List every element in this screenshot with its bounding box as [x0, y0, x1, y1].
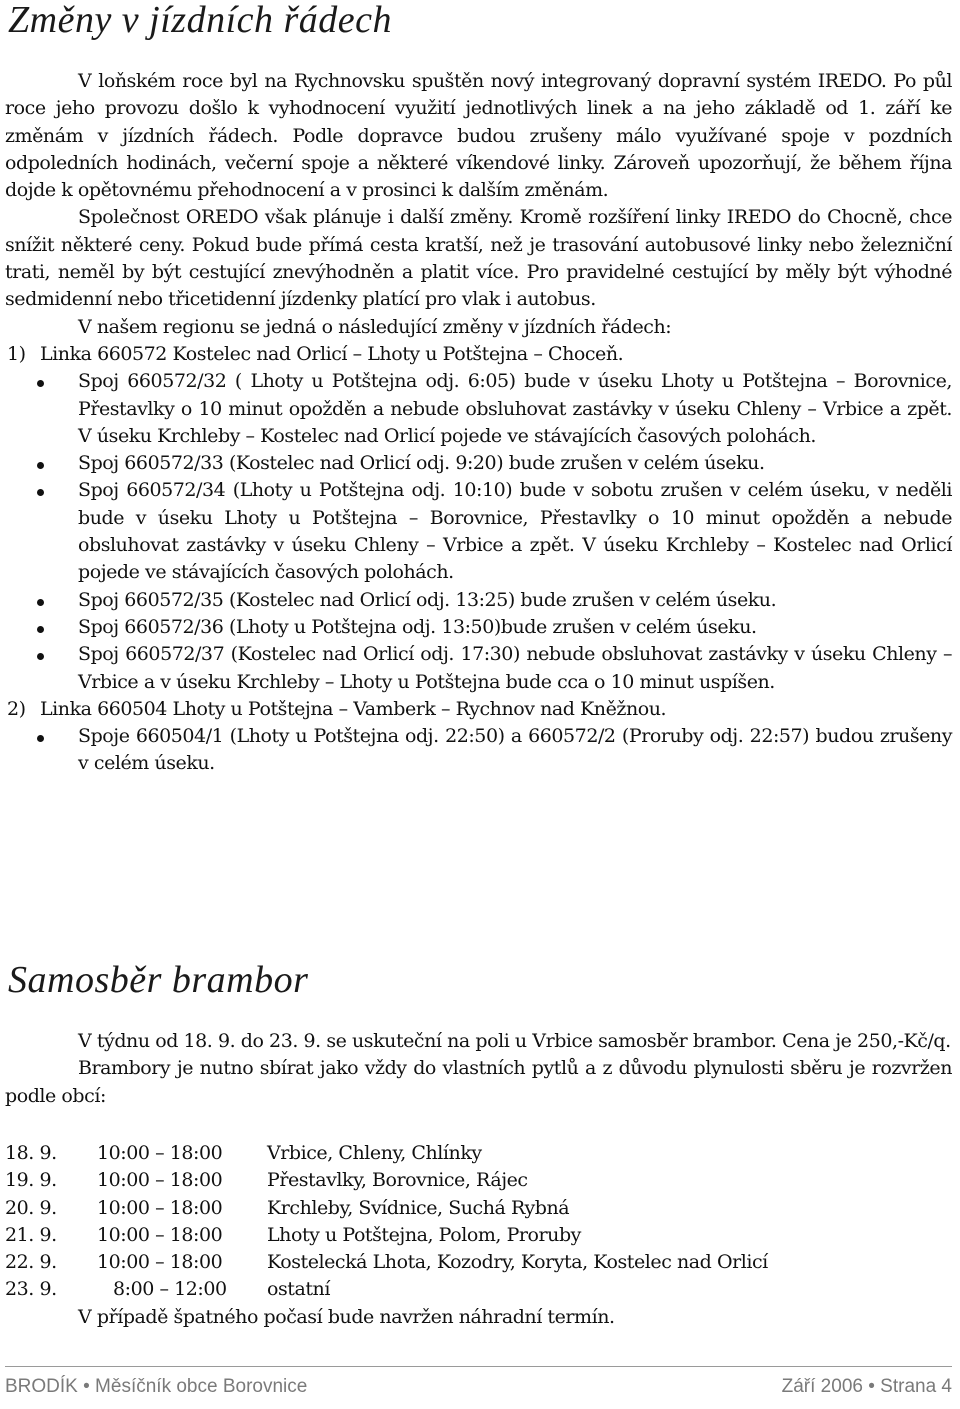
list-item: [5, 641, 952, 696]
bullet-icon: [37, 462, 44, 469]
bullet-icon: [37, 380, 44, 387]
route-title: Linka 660504 Lhoty u Potštejna – Vamberk – Rychnov nad Kněžnou.: [40, 697, 667, 720]
schedule-time: 8:00 – 12:00: [113, 1278, 227, 1301]
article-paragraph: V loňském roce byl na Rychnovsku spuštěn nový integrovaný dopravní systém IREDO. Po půl roce jeho provozu došlo k vyhodnocení využití jednotlivých linek a na jeho základě od 1. září ke změnám v jízdních řádech. Podle dopravce budou zrušeny málo využívané spoje v pozdních odpoledních hodinách, večerní spoje a některé víkendové linky. Zároveň upozorňují, že během října dojde k opětovnému přehodnocení a v prosinci k dalším změnám.: [5, 70, 952, 202]
footer-divider: [5, 1366, 952, 1367]
route-title: Linka 660572 Kostelec nad Orlicí – Lhoty u Potštejna – Choceň.: [40, 342, 624, 365]
bullet-icon: [37, 626, 44, 633]
route-number: 2): [7, 697, 26, 720]
schedule-date: 20. 9.: [5, 1196, 57, 1219]
schedule-time: 10:00 – 18:00: [97, 1223, 223, 1246]
footer-page-info: Září 2006 • Strana 4: [781, 1376, 952, 1397]
schedule-row: [5, 1222, 945, 1249]
schedule-row: [5, 1195, 945, 1222]
bullet-icon: [37, 489, 44, 496]
footer-publication: BRODÍK • Měsíčník obce Borovnice: [5, 1376, 308, 1397]
schedule-date: 23. 9.: [5, 1278, 57, 1301]
harvest-schedule: [5, 1140, 945, 1331]
article-paragraph: V případě špatného počasí bude navržen náhradní termín.: [78, 1305, 615, 1328]
list-item-text: Spoj 660572/33 (Kostelec nad Orlicí odj. 9:20) bude zrušen v celém úseku.: [78, 452, 765, 475]
schedule-row: [5, 1167, 945, 1194]
bullet-icon: [37, 735, 44, 742]
list-item: [5, 723, 952, 778]
list-item-text: Spoj 660572/32 ( Lhoty u Potštejna odj. 6:05) bude v úseku Lhoty u Potštejna – Borovnice, Přestavlky o 10 minut opožděn a nebude obsluhovat zastávky v úseku Chleny – Vrbice a zpět. V úseku Krchleby – Kostelec nad Orlicí pojede ve stávajících časových polohách.: [78, 370, 952, 447]
potato-article: [5, 1028, 952, 1110]
schedule-date: 21. 9.: [5, 1223, 57, 1246]
timetable-article: [5, 68, 952, 778]
bullet-icon: [37, 653, 44, 660]
list-item-text: Spoje 660504/1 (Lhoty u Potštejna odj. 22:50) a 660572/2 (Proruby odj. 22:57) budou zrušeny v celém úseku.: [78, 725, 952, 775]
section-title-timetable: Změny v jízdních řádech: [8, 0, 393, 41]
schedule-date: 22. 9.: [5, 1251, 57, 1274]
route-number: 1): [7, 342, 26, 365]
schedule-date: 18. 9.: [5, 1142, 57, 1164]
schedule-place: Lhoty u Potštejna, Polom, Proruby: [267, 1223, 581, 1246]
route-heading-1: [5, 341, 952, 368]
section-title-potatoes: Samosběr brambor: [8, 959, 309, 1001]
list-item-text: Spoj 660572/35 (Kostelec nad Orlicí odj. 13:25) bude zrušen v celém úseku.: [78, 588, 777, 611]
schedule-row: [5, 1140, 945, 1167]
list-item: [5, 587, 952, 614]
schedule-time: 10:00 – 18:00: [97, 1142, 223, 1164]
list-item: [5, 614, 952, 641]
schedule-place: Krchleby, Svídnice, Suchá Rybná: [267, 1196, 570, 1219]
schedule-row: [5, 1276, 945, 1303]
list-item-text: Spoj 660572/37 (Kostelec nad Orlicí odj. 17:30) nebude obsluhovat zastávky v úseku Chleny – Vrbice a v úseku Krchleby – Lhoty u Potštejna bude cca o 10 minut uspíšen.: [78, 643, 952, 693]
schedule-place: Vrbice, Chleny, Chlínky: [267, 1142, 482, 1164]
route-heading-2: [5, 696, 952, 723]
schedule-place: Přestavlky, Borovnice, Rájec: [267, 1169, 528, 1192]
list-item: [5, 477, 952, 586]
article-paragraph: V našem regionu se jedná o následující změny v jízdních řádech:: [78, 315, 672, 338]
schedule-time: 10:00 – 18:00: [97, 1169, 223, 1192]
schedule-place: ostatní: [267, 1278, 330, 1301]
list-item: [5, 368, 952, 450]
bullet-icon: [37, 599, 44, 606]
list-item: [5, 450, 952, 477]
schedule-row: [5, 1249, 945, 1276]
article-paragraph: Brambory je nutno sbírat jako vždy do vlastních pytlů a z důvodu plynulosti sběru je rozvržen podle obcí:: [5, 1057, 952, 1107]
list-item-text: Spoj 660572/34 (Lhoty u Potštejna odj. 10:10) bude v sobotu zrušen v celém úseku, v neděli bude v úseku Lhoty u Potštejna – Borovnice, Přestavlky o 10 minut opožděn a nebude obsluhovat zastávky v úseku Chleny – Vrbice a zpět. V úseku Krchleby – Kostelec nad Orlicí pojede ve stávajících časových polohách.: [78, 479, 952, 584]
article-paragraph: Společnost OREDO však plánuje i další změny. Kromě rozšíření linky IREDO do Chocně, chce snížit některé ceny. Pokud bude přímá cesta kratší, než je trasování autobusové linky nebo železniční trati, neměl by být cestující znevýhodněn a platit více. Pro pravidelné cestující by měly být výhodné sedmidenní nebo třicetidenní jízdenky platící pro vlak i autobus.: [5, 206, 952, 311]
article-paragraph: V týdnu od 18. 9. do 23. 9. se uskuteční na poli u Vrbice samosběr brambor. Cena je 250,-Kč/q.: [78, 1030, 951, 1052]
schedule-time: 10:00 – 18:00: [97, 1251, 223, 1274]
schedule-time: 10:00 – 18:00: [97, 1196, 223, 1219]
schedule-date: 19. 9.: [5, 1169, 57, 1192]
list-item-text: Spoj 660572/36 (Lhoty u Potštejna odj. 13:50)bude zrušen v celém úseku.: [78, 615, 757, 638]
schedule-place: Kostelecká Lhota, Kozodry, Koryta, Kostelec nad Orlicí: [267, 1251, 768, 1274]
